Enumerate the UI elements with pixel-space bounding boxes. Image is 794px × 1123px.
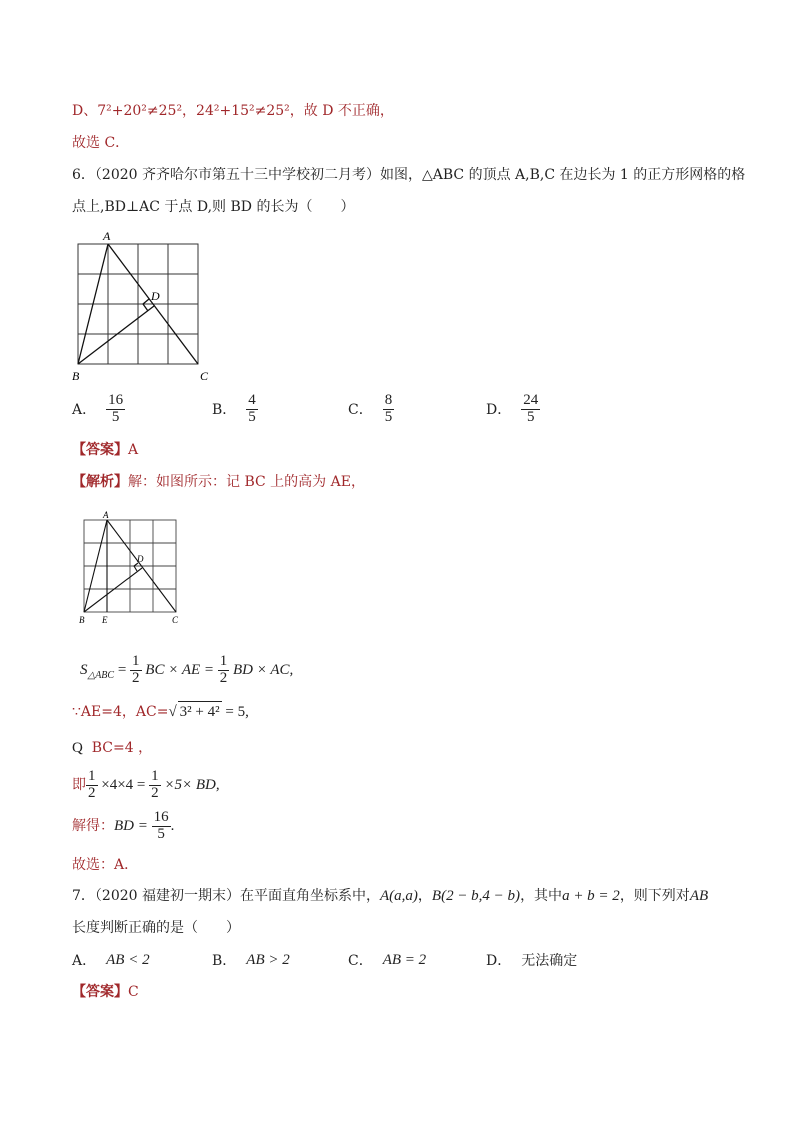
q6-label-d: D — [151, 289, 160, 303]
q6-option-d[interactable]: D． $\frac{24}{5}$ — [486, 392, 539, 425]
q7-option-a[interactable]: A． AB < 2 — [72, 951, 150, 969]
bc-line: Q BC=4 ， — [72, 740, 153, 756]
q6-stem-line2: 点上,BD⊥AC 于点 D,则 BD 的长为（ ） — [72, 199, 355, 215]
q6-choose: 故选：A． — [72, 857, 139, 873]
q6-label-c: C — [200, 369, 209, 383]
q7-option-d[interactable]: D． 无法确定 — [486, 953, 578, 969]
q6-fig2-label-c: C — [172, 615, 179, 625]
q6-stem-line1: 6．（2020 齐齐哈尔市第五十三中学校初二月考）如图，△ABC 的顶点 A,B,C 在边长为 1 的正方形网格的格 — [72, 167, 746, 183]
q6-analysis: 【解析】解：如图所示：记 BC 上的高为 AE， — [72, 474, 365, 490]
q6-fig2-label-e: E — [102, 615, 108, 625]
q6-fig2-label-a: A — [103, 510, 109, 520]
q6-option-c[interactable]: C． $\frac{8}{5}$ — [348, 392, 393, 425]
q6-grid-figure — [66, 228, 216, 384]
q6-option-b[interactable]: B． $\frac{4}{5}$ — [212, 392, 256, 425]
prev-solution-line-d: D、7²+20²≠25²，24²+15²≠25²，故 D 不正确， — [72, 103, 394, 119]
q6-fig2-label-b: B — [79, 615, 85, 625]
q7-option-b[interactable]: B． AB > 2 — [212, 951, 290, 969]
because-line: ∵AE=4，AC=√ 3² + 4² = 5, — [72, 701, 249, 722]
q6-analysis-figure — [74, 508, 186, 626]
q6-label-b: B — [72, 369, 80, 383]
solve-line: 解得：BD = $\frac{16}{5}$ . — [72, 809, 175, 843]
q6-fig2-label-d: D — [137, 554, 144, 564]
q7-stem-line2: 长度判断正确的是（ ） — [72, 920, 240, 936]
q7-option-c[interactable]: C． AB = 2 — [348, 951, 427, 969]
area-formula: $S_{\triangle ABC}$ = $\frac{1}{2}$ BC × AE = $\frac{1}{2}$ BD × AC, — [80, 653, 294, 687]
q7-answer: 【答案】C — [72, 984, 139, 1000]
prev-solution-choose: 故选 C． — [72, 135, 130, 151]
q7-stem-line1: 7．（2020 福建初一期末）在平面直角坐标系中，A(a,a)，B(2 − b,4 − b)，其中a + b = 2，则下列对AB — [72, 888, 709, 904]
q6-label-a: A — [103, 229, 111, 243]
ji-line: 即 $\frac{1}{2}$ ×4×4 = $\frac{1}{2}$ ×5× BD, — [72, 768, 220, 802]
q6-option-a[interactable]: A． $\frac{16}{5}$ — [72, 392, 124, 425]
q6-answer: 【答案】A — [72, 442, 139, 458]
